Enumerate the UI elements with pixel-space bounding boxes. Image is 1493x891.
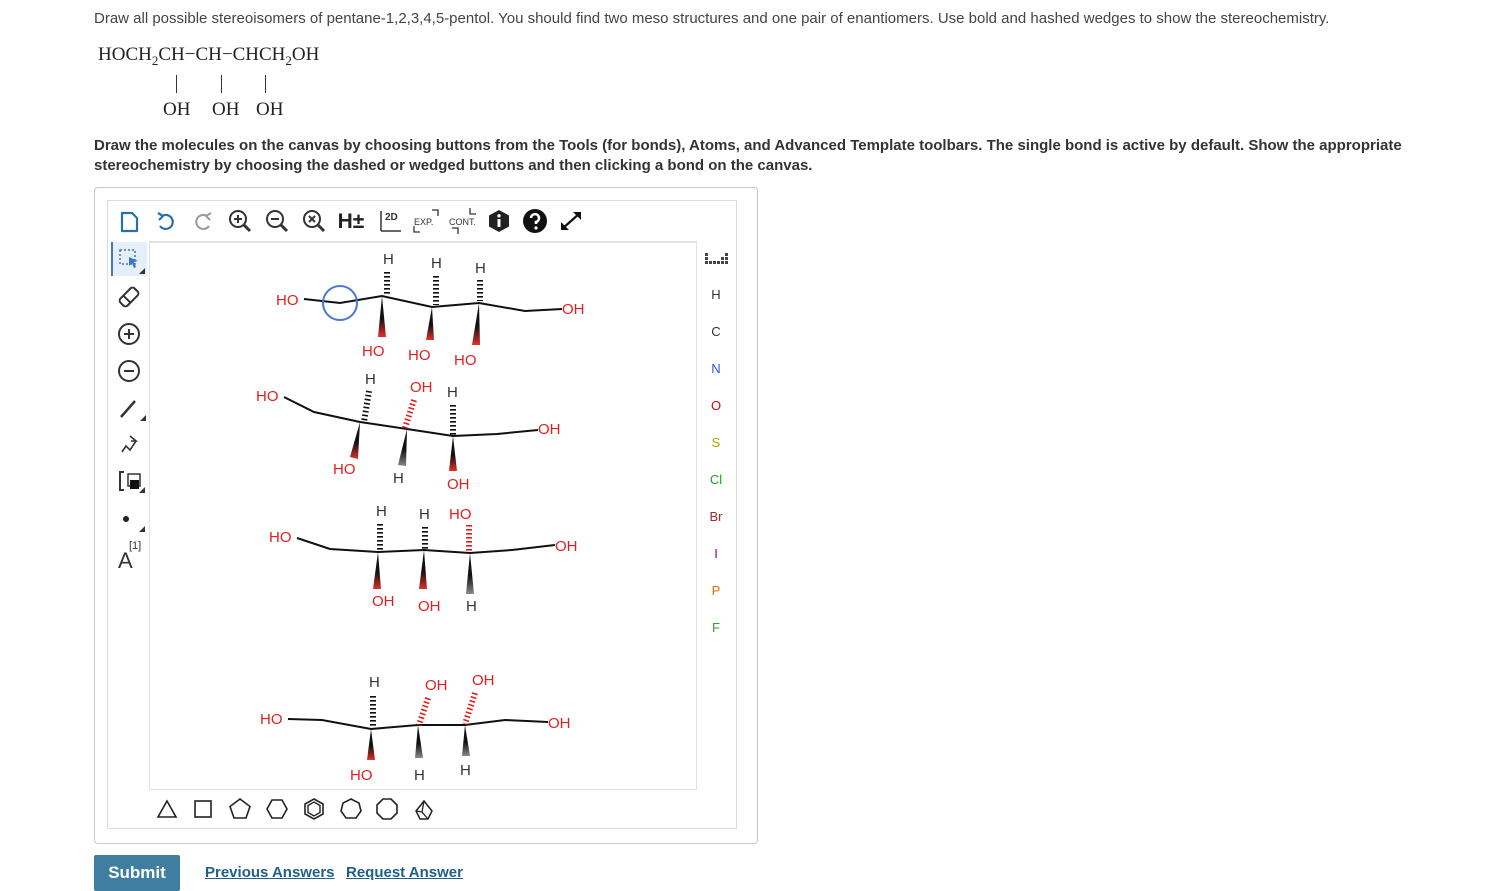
m2-bottom-1: HO: [333, 461, 356, 478]
periodic-table-icon[interactable]: [703, 250, 731, 268]
bicyclic-template-icon[interactable]: [410, 795, 438, 823]
m4-oh-right: OH: [548, 715, 571, 732]
m2-ho-left: HO: [256, 388, 279, 405]
contract-label: CONT.: [449, 217, 476, 227]
m1-oh-right: OH: [562, 301, 585, 318]
m1-bottom-2: HO: [408, 347, 431, 364]
formula-part-c: OH: [291, 44, 320, 65]
m3-top-3: HO: [449, 506, 472, 523]
formula-oh-3: OH: [256, 99, 284, 120]
formula-sub-b: 2: [285, 52, 292, 68]
m1-bottom-3: HO: [454, 352, 477, 369]
m3-bottom-3: H: [466, 598, 477, 615]
m1-top-1: H: [383, 251, 394, 268]
m3-ho-left: HO: [269, 529, 292, 546]
atom-mapping-label: [1]: [129, 540, 142, 552]
m2-top-3: H: [447, 384, 458, 401]
formula-part-b: CH−CH−CHCH: [158, 44, 286, 65]
m2-oh-right: OH: [538, 421, 561, 438]
request-answer-link[interactable]: Request Answer: [346, 864, 463, 881]
molecule-1[interactable]: [276, 251, 585, 369]
submit-button[interactable]: Submit: [94, 855, 180, 891]
element-button-s[interactable]: S: [711, 435, 721, 450]
element-button-f[interactable]: F: [712, 620, 720, 635]
m3-top-1: H: [376, 503, 387, 520]
element-button-p[interactable]: P: [711, 583, 721, 598]
cyclooctane-template-icon[interactable]: [374, 796, 400, 822]
molecule-2[interactable]: [256, 371, 561, 493]
m3-bottom-1: OH: [372, 593, 395, 610]
m4-bottom-1: HO: [350, 767, 373, 784]
m2-bottom-3: OH: [447, 476, 470, 493]
cyclopentane-template-icon[interactable]: [227, 796, 253, 822]
cyclohexane-template-icon[interactable]: [264, 796, 290, 822]
m3-bottom-2: OH: [418, 598, 441, 615]
m3-top-2: H: [419, 506, 430, 523]
formula-oh-1: OH: [163, 99, 191, 120]
element-button-h[interactable]: H: [711, 287, 721, 302]
m4-bottom-3: H: [460, 762, 471, 779]
m2-top-1: H: [365, 371, 376, 388]
m4-top-1: H: [369, 674, 380, 691]
benzene-template-icon[interactable]: [301, 796, 327, 822]
element-button-n[interactable]: N: [711, 361, 721, 376]
atom-mapping-letter: A: [118, 548, 133, 573]
m2-bottom-2: H: [393, 470, 404, 487]
element-button-o[interactable]: O: [710, 398, 722, 413]
m4-top-3: OH: [472, 672, 495, 689]
previous-answers-link[interactable]: Previous Answers: [205, 864, 335, 881]
cyclopropane-template-icon[interactable]: [155, 797, 179, 821]
formula-oh-2: OH: [212, 99, 240, 120]
m4-bottom-2: H: [414, 767, 425, 784]
formula-part-a: HOCH: [98, 44, 152, 65]
m1-top-3: H: [475, 260, 486, 277]
m1-bottom-1: HO: [362, 343, 385, 360]
m4-ho-left: HO: [260, 711, 283, 728]
m4-top-2: OH: [425, 677, 448, 694]
m3-oh-right: OH: [555, 538, 578, 555]
instructions-text: Draw the molecules on the canvas by choosing buttons from the Tools (for bonds), Atoms, and Advanced Template toolbars. The single bond is active by default. Show the appropriate stereochemistry by choosing the dashed or wedged buttons and then clicking a bond on the canvas.: [94, 137, 1402, 174]
molecule-4[interactable]: [260, 672, 571, 784]
m2-top-2: OH: [410, 379, 433, 396]
molecule-3[interactable]: [269, 503, 578, 615]
m1-top-2: H: [431, 255, 442, 272]
cycloheptane-template-icon[interactable]: [338, 796, 364, 822]
m1-ho-left: HO: [276, 292, 299, 309]
cyclobutane-template-icon[interactable]: [191, 797, 215, 821]
element-button-cl[interactable]: Cl: [709, 472, 723, 487]
expand-label: EXP.: [414, 217, 434, 227]
formula-sub-a: 2: [151, 52, 159, 68]
hydrogen-toggle-button[interactable]: H±: [337, 210, 365, 233]
question-text: Draw all possible stereoisomers of pentane-1,2,3,4,5-pentol. You should find two meso structures and one pair of enantiomers. Use bold and hashed wedges to show the stereochemistry.: [94, 10, 1330, 27]
element-button-br[interactable]: Br: [709, 509, 723, 524]
clean-2d-label: 2D: [385, 212, 398, 223]
element-button-i[interactable]: I: [714, 546, 718, 561]
element-button-c[interactable]: C: [711, 324, 721, 339]
